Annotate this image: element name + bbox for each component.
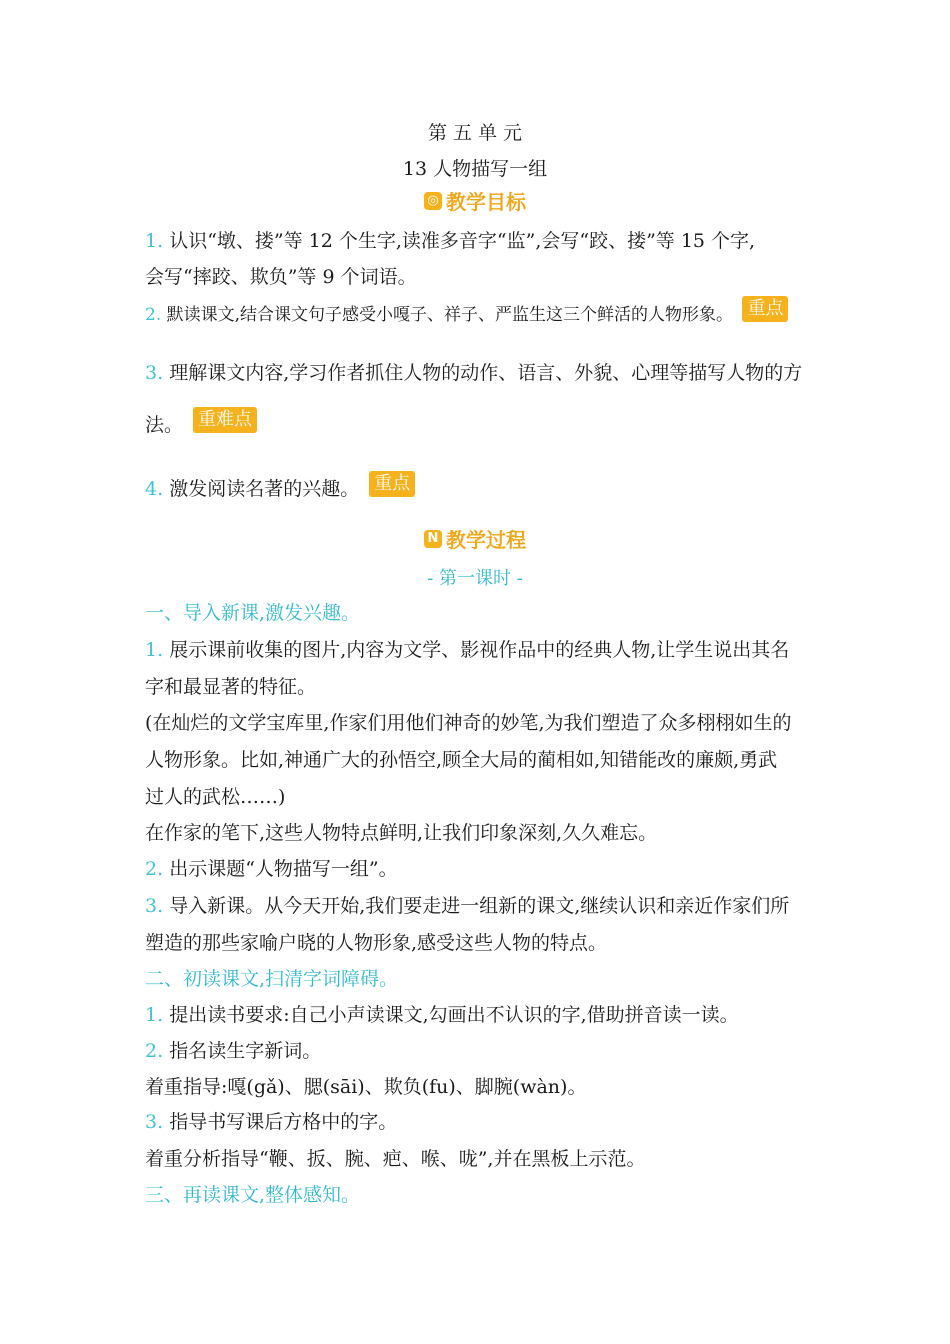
s1-paragraph-1: (在灿烂的文学宝库里,作家们用他们神奇的妙笔,为我们塑造了众多栩栩如生的 [145,712,792,734]
section-3-heading: 三、再读课文,整体感知。 [145,1184,361,1206]
key-point-badge: 重点 [742,296,788,322]
s1-item-3-text: 导入新课。从今天开始,我们要走进一组新的课文,继续认识和亲近作家们所 [169,895,790,917]
objective-3-line-1 [145,358,805,385]
s1-item-2-text: 出示课题“人物描写一组”。 [169,858,398,880]
s2-item-1 [145,1000,805,1027]
objective-1-line-2: 会写“摔跤、欺负”等 9 个词语。 [145,266,417,288]
s1-paragraph-4: 在作家的笔下,这些人物特点鲜明,让我们印象深刻,久久难忘。 [145,822,658,844]
s2-item-2 [145,1036,805,1063]
s1-item-3-number: 3. [145,895,164,917]
objective-3-number: 3. [145,362,164,384]
s1-item-2 [145,854,805,881]
lesson-title: 13 人物描写一组 [402,158,548,180]
s1-paragraph-3: 过人的武松……) [145,786,286,808]
objective-1-line-1 [145,226,805,253]
objective-2-text: 默读课文,结合课文句子感受小嘎子、祥子、严监生这三个鲜活的人物形象。 [166,305,734,325]
objective-3-text: 理解课文内容,学习作者抓住人物的动作、语言、外貌、心理等描写人物的方 [169,362,803,384]
objective-4-text: 激发阅读名著的兴趣。 [169,478,360,500]
lesson-period-label: - 第一课时 - [427,568,523,589]
unit-title: 第 五 单 元 [427,122,523,144]
objective-1-number: 1. [145,230,164,252]
key-point-badge: 重点 [369,471,415,497]
s1-item-3-line-1 [145,891,805,918]
s2-item-3-number: 3. [145,1111,164,1133]
s1-item-1-line-2: 字和最显著的特征。 [145,676,317,698]
s1-item-3-line-2: 塑造的那些家喻户晓的人物形象,感受这些人物的特点。 [145,932,608,954]
s2-item-2-text: 指名读生字新词。 [169,1040,322,1062]
s2-item-1-number: 1. [145,1004,164,1026]
s2-item-1-text: 提出读书要求:自己小声读课文,勾画出不认识的字,借助拼音读一读。 [169,1004,739,1026]
objective-2-number: 2. [145,305,162,325]
key-difficult-point-badge: 重难点 [193,407,257,433]
n-icon: N [424,530,442,548]
objective-4-number: 4. [145,478,164,500]
objectives-heading: 教学目标 [446,190,526,214]
s1-paragraph-2: 人物形象。比如,神通广大的孙悟空,顾全大局的蔺相如,知错能改的廉颇,勇武 [145,749,778,771]
s1-item-1-line-1 [145,635,805,662]
s2-item-2-number: 2. [145,1040,164,1062]
s2-item-3-text: 指导书写课后方格中的字。 [169,1111,398,1133]
s2-paragraph-2: 着重分析指导“鞭、扳、腕、疤、喉、咙”,并在黑板上示范。 [145,1148,646,1170]
section-1-heading: 一、导入新课,激发兴趣。 [145,602,361,624]
target-icon: ◎ [424,192,442,210]
objective-3-line-2 [145,410,805,439]
process-heading: 教学过程 [446,528,526,552]
s2-paragraph-1: 着重指导:嘎(gǎ)、腮(sāi)、欺负(fu)、脚腕(wàn)。 [145,1076,587,1098]
s2-item-3 [145,1107,805,1134]
s1-item-1-number: 1. [145,639,164,661]
objectives-header [0,186,950,215]
process-header [0,524,950,553]
objective-4 [145,474,805,503]
objective-3-text-end: 法。 [145,414,184,436]
objective-2 [145,300,805,328]
section-2-heading: 二、初读课文,扫清字词障碍。 [145,968,399,990]
objective-1-text: 认识“墩、搂”等 12 个生字,读准多音字“监”,会写“跤、搂”等 15 个字, [169,230,756,252]
s1-item-1-text: 展示课前收集的图片,内容为文学、影视作品中的经典人物,让学生说出其名 [169,639,790,661]
s1-item-2-number: 2. [145,858,164,880]
